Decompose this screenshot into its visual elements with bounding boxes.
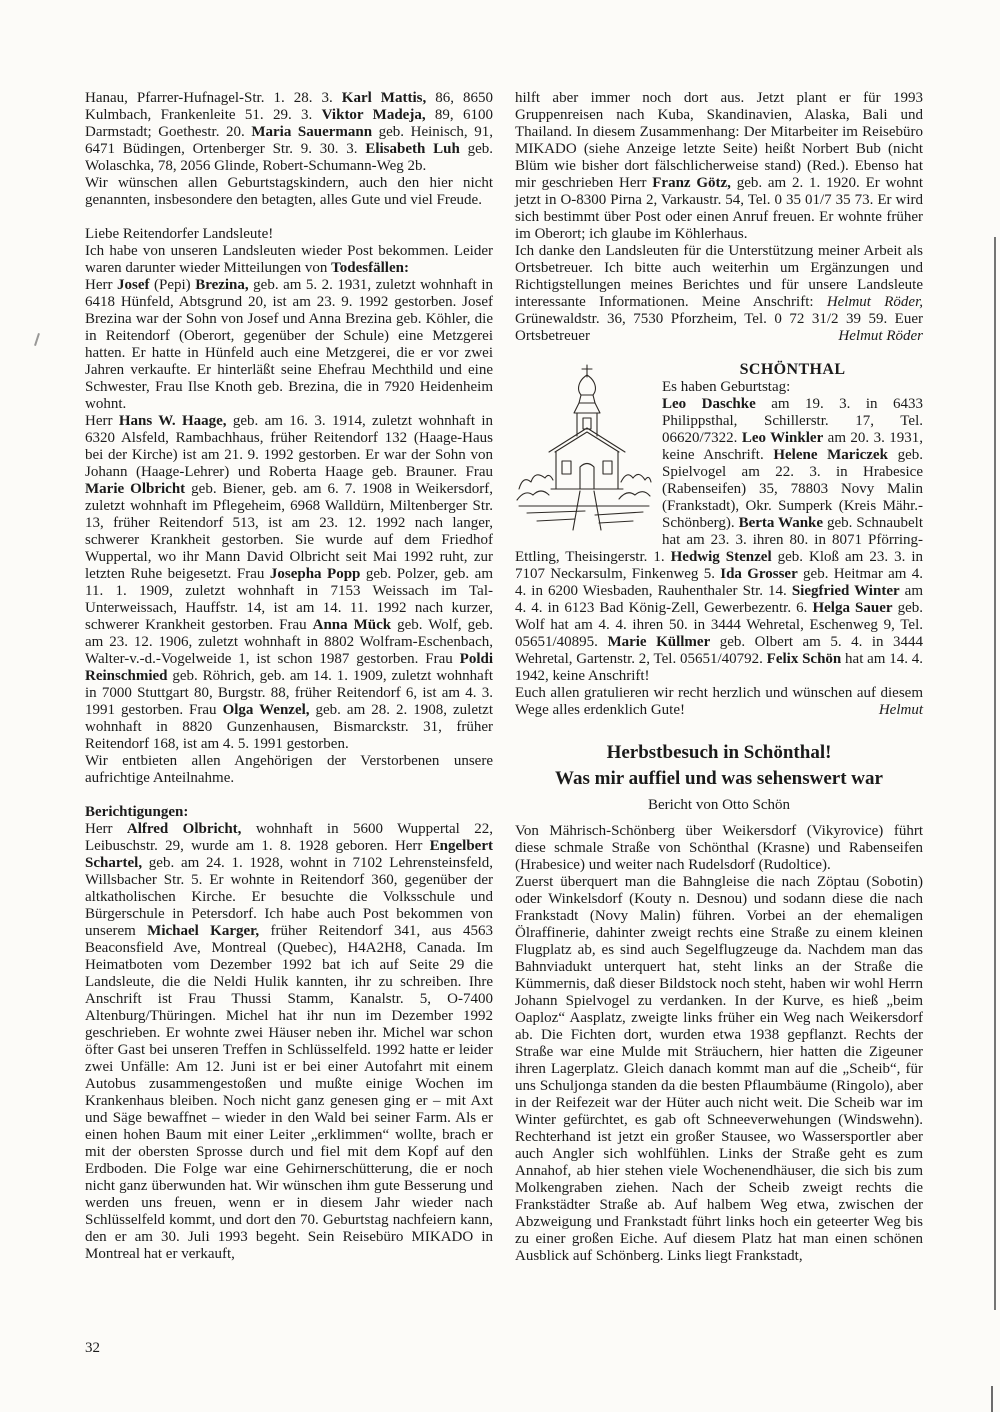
obituaries-list: Herr Hans W. Haage, geb. am 16. 3. 1914, zuletzt wohnhaft in 6320 Alsfeld, Rambachhaus, früher Reitendorf 132 (Haage-Haus bei der Kirche) ist am 21. 9. 1992 gestorben. Er war der Sohn von Johann (Haage-Lehrer) und Roberta Haage geb. Brauner. Frau Marie Olbricht geb. Biener, geb. am 6. 7. 1908 in Weikersdorf, zuletzt wohnhaft im Pflegeheim, 6968 Walldürn, Miltenberger Str. 13, früher Reitendorf 513, ist am 23. 12. 1992 nach langer, schwerer Krankheit gestorben. Sie wurde auf dem Friedhof Wuppertal, wo ihr Mann David Olbricht seit Mai 1992 ruht, zur letzten Ruhe beigesetzt. Frau Josepha Popp geb. Polzer, geb. am 11. 1. 1909, zuletzt wohnhaft in 7153 Weissach im Tal-Unterweissach, Hauffstr. 14, ist am 14. 11. 1992 nach kurzer, schwerer Krankheit gestorben. Frau Anna Mück geb. Wolf, geb. am 23. 12. 1906, zuletzt wohnhaft in 8802 Wolfram-Eschenbach, Walter-v.-d.-Vogelweide 1, ist schon 1987 gestorben. Frau Poldi Reinschmied geb. Röhrich, geb. am 14. 1. 1909, zuletzt wohnhaft in 7000 Stuttgart 80, Burgstr. 88, früher Reitendorf 6, ist am 4. 3. 1991 gestorben. Frau Olga Wenzel, geb. am 28. 2. 1908, zuletzt wohnhaft in 8820 Gunzenhausen, Bismarckstr. 31, früher Reitendorf 168, ist am 4. 5. 1991 gestorben. — [85, 413, 494, 752]
left-column — [85, 90, 493, 1265]
schoenthal-section — [515, 360, 923, 719]
birthdays-list: Leo Daschke am 19. 3. in 6433 Philippsthal, Schillerstr. 17, Tel. 06620/7322. Leo Winkler am 20. 3. 1931, keine Anschrift. Helene Mariczek geb. Spielvogel am 22. 3. in Hrabesice (Rabenseifen) 35, 78803 Novy Malin (Frankstadt), Okr. Sumperk (Kreis Mähr.-Schönberg). Berta Wanke geb. Schnaubelt hat am 23. 3. ihren 80. in 8071 Pförring-Ettling, Theisingerstr. 1. Hedwig Stenzel geb. Kloß am 23. 3. in 7107 Neckarsulm, Finkenweg 5. Ida Grosser geb. Heitmar am 4. 4. in 6200 Wiesbaden, Rauhenthaler Str. 14. Siegfried Winter am 4. 4. in 6123 Bad König-Zell, Gewerbezentr. 6. Helga Sauer geb. Wolf hat am 4. 4. ihren 50. in 3444 Wehretal, Eschenweg 9, Tel. 05651/40895. Marie Küllmer geb. Olbert am 5. 4. in 3444 Wehretal, Gartenstr. 2, Tel. 05651/40792. Felix Schön hat am 14. 4. 1942, keine Anschrift! — [515, 396, 924, 684]
signature-helmut-roeder: Helmut Röder — [838, 328, 923, 344]
right-column — [515, 90, 923, 1265]
obituary-brezina: Herr Josef (Pepi) Brezina, geb. am 5. 2. 1931, zuletzt wohnhaft in 6418 Hünfeld, Abtsgrund 20, ist am 23. 9. 1992 gestorben. Josef Brezina war der Sohn von Josef und Anna Brezina geb. Köhler, die in Reitendorf (Oberort, gegenüber der Schule) eine Metzgerei hatten. Er hatte in Hünfeld auch eine Metzgerei, die er vor zwei Jahren verkaufte. Er hinterläßt seine Ehefrau Mechthild und eine Schwester, Frau Ilse Knoth geb. Brezina, die in 7920 Heidenheim wohnt. — [85, 277, 494, 412]
thanks-body: Ich danke den Landsleuten für die Unterstützung meiner Arbeit als Ortsbetreuer. Ich bitte auch weiterhin um Ergänzungen und Richtigstellungen meines Berichtes und für unsere Landsleute interessante Informationen. Meine Anschrift: Helmut Röder, Grünewaldstr. 36, 7530 Pforzheim, Tel. 0 72 31/2 39 59. Euer Ortsbetreuer — [515, 243, 923, 344]
article-headline-block — [515, 740, 923, 814]
article-byline: Bericht von Otto Schön — [647, 797, 791, 813]
scan-artifact-right-edge — [994, 237, 996, 1310]
birthdays-intro: Es haben Geburtstag: — [662, 379, 791, 395]
condolences: Wir entbieten allen Angehörigen der Verstorbenen unsere aufrichtige Anteilnahme. — [85, 753, 493, 786]
signature-helmut: Helmut — [878, 702, 923, 718]
scan-artifact-left-edge — [34, 333, 40, 346]
article-paragraph-2: Zuerst überquert man die Bahngleise die nach Zöptau (Sobotin) oder Winkelsdorf (Kouty n. Desnou) und sodann diese die nach Frankstadt (Novy Malin) führen. Vorbei an der ehemaligen Ölraffinerie, dahinter zweigt rechts eine Straße zu einem kleinen Flugplatz ab, es sind auch Segelflugzeuge da. Nachdem man das Bahnviadukt unterquert hat, steht links an der Straße die Kümmernis, daß dieser Bildstock noch steht, haben wir wohl Herrn Johann Spielvogel zu verdanken. In der Kurve, es hieß „beim Oaploz“ Aasplatz, zweigte links früher ein Weg nach Weikersdorf ab. Die Fichten dort, wurden etwa 1938 gepflanzt. Rechts der Straße war eine Mulde mit Sträuchern, hier hatten die Zigeuner ihren Lagerplatz. Gleich danach kommt man auf die „Scheib“, für uns Schuljonga standen da die besten Pflaumbäume (Ringolo), aber in der Reifezeit war der Hüter auch nicht weit. Die Scheib war im Winter gefürchtet, es gab oft Schneeverwehungen (Windswehn). Rechterhand ist jetzt ein großer Stausee, wo Wassersportler aber auch Angler sich wohlfühlen. Links der Straße geht es zum Annahof, ab hier stehen viele Wochenendhäuser, die sich bis zum Molkengraben ziehen. Nach der Scheib zweigt rechts die Frankstädter Straße ab. Auf halbem Weg etwa, zwischen der Abzweigung und Frankstadt führt links hoch ein geteerter Weg bis zu einer großen Eiche. Auf diesem Platz hat man einen schönen Ausblick auf Schönberg. Links liegt Frankstadt, — [515, 874, 923, 1264]
article-subtitle: Was mir auffiel und was sehenswert war — [555, 768, 883, 789]
salutation: Liebe Reitendorfer Landsleute! — [85, 226, 274, 242]
article-paragraph-1: Von Mährisch-Schönberg über Weikersdorf (Vikyrovice) führt diese schmale Straße von Schönthal (Krasne) und Rabenseifen (Hrabesice) und weiter nach Rudelsdorf (Rudoltice). — [515, 823, 923, 873]
birthday-wishes: Wir wünschen allen Geburtstagskindern, auch den hier nicht genannten, insbesondere den betagten, alles Gute und viel Freude. — [85, 175, 493, 208]
thanks-text — [515, 243, 923, 345]
schoenthal-heading: SCHÖNTHAL — [739, 361, 846, 378]
congratulations — [515, 685, 923, 719]
congratulations-body: Euch allen gratulieren wir recht herzlich und wünschen auf diesem Wege alles erdenklich Gute! — [515, 685, 923, 718]
deaths-intro: Ich habe von unseren Landsleuten wieder Post bekommen. Leider waren darunter wieder Mitteilungen von Todesfällen: — [85, 243, 493, 276]
two-column-layout — [85, 90, 923, 1265]
scan-artifact-bottom-right — [991, 1386, 993, 1412]
corrections-heading: Berichtigungen: — [85, 804, 189, 820]
corrections-text: Herr Alfred Olbricht, wohnhaft in 5600 Wuppertal 22, Leibuschstr. 29, wurde am 1. 8. 1928 geboren. Herr Engelbert Schartel, geb. am 24. 1. 1928, wohnt in 7102 Lehrensteinsfeld, Willsbacher Str. 5. Er wohnte in Reitendorf 360, gegenüber der altkatholischen Kirche. Er besuchte die Volksschule und Bürgerschule in Petersdorf. Ich habe auch Post bekommen von unserem Michael Karger, früher Reitendorf 341, aus 4563 Beaconsfield Ave, Montreal (Quebec), H4A2H8, Canada. Im Heimatboten vom Dezember 1992 bat ich auf Seite 29 die Landsleute, die die Neldi Hulik kannten, ihr zu schreiben. Ihre Anschrift ist Frau Thussi Stamm, Kanalstr. 5, O-7400 Altenburg/Thüringen. Michel hat ihr nun im Dezember 1992 geschrieben. Er wohnte zwei Häuser neben ihr. Michel war schon öfter Gast bei unseren Treffen in Schlüsselfeld. 1992 hatte er leider zwei Unfälle: Am 12. Juni ist er bei einer Autofahrt mit einem Autobus zusammengestoßen und mußte einige Wochen im Krankenhaus bleiben. Noch nicht ganz genesen ging er – mit Axt und Säge bewaffnet – wieder in den Wald bei seiner Farm. Als er einen hohen Baum mit einer Leiter „erklimmen“ wollte, brach er mit der obersten Sprosse durch und fiel mit dem Kopf auf den Erdboden. Die Folge war eine Gehirnerschütterung, die er noch nicht ganz überwunden hat. Wir wünschen ihm gute Besserung und werden uns freuen, wenn er in diesem Jahr wieder nach Schlüsselfeld kommt, und dort den 70. Geburtstag nachfeiern kann, den er am 30. Juli 1993 begeht. Sein Reisebüro MIKADO in Montreal hat er verkauft, — [85, 821, 493, 1262]
birthday-list-continued: Hanau, Pfarrer-Hufnagel-Str. 1. 28. 3. Karl Mattis, 86, 8650 Kulmbach, Frankenleite 51. 29. 3. Viktor Madeja, 89, 6100 Darmstadt; Goethestr. 20. Maria Sauermann geb. Heinisch, 91, 6471 Büdingen, Ortenberger Str. 9. 30. 3. Elisabeth Luh geb. Wolaschka, 78, 2056 Glinde, Robert-Schumann-Weg 2b. — [85, 90, 494, 174]
article-title: Herbstbesuch in Schönthal! — [606, 742, 832, 763]
continuation-text: hilft aber immer noch dort aus. Jetzt plant er für 1993 Gruppenreisen nach Kuba, Skandinavien, Alaska, Bali und Thailand. In diesem Zusammenhang: Der Mitarbeiter im Reisebüro MIKADO (siehe Anzeige letzte Seite) heißt Norbert Bub (nicht Blüm wie bisher dort fälschlicherweise stand) (Red.). Ebenso hat mir geschrieben Herr Franz Götz, geb. am 2. 1. 1920. Er wohnt jetzt in O-8300 Pirna 2, Varkaustr. 54, Tel. 0 35 01/7 35 73. Er wird sich bestimmt über Post oder einen Anruf freuen. Er wohnte früher im Oberort; ich glaube im Köhlerhaus. — [515, 90, 923, 242]
page-number: 32 — [85, 1340, 100, 1356]
chapel-illustration — [515, 362, 653, 534]
